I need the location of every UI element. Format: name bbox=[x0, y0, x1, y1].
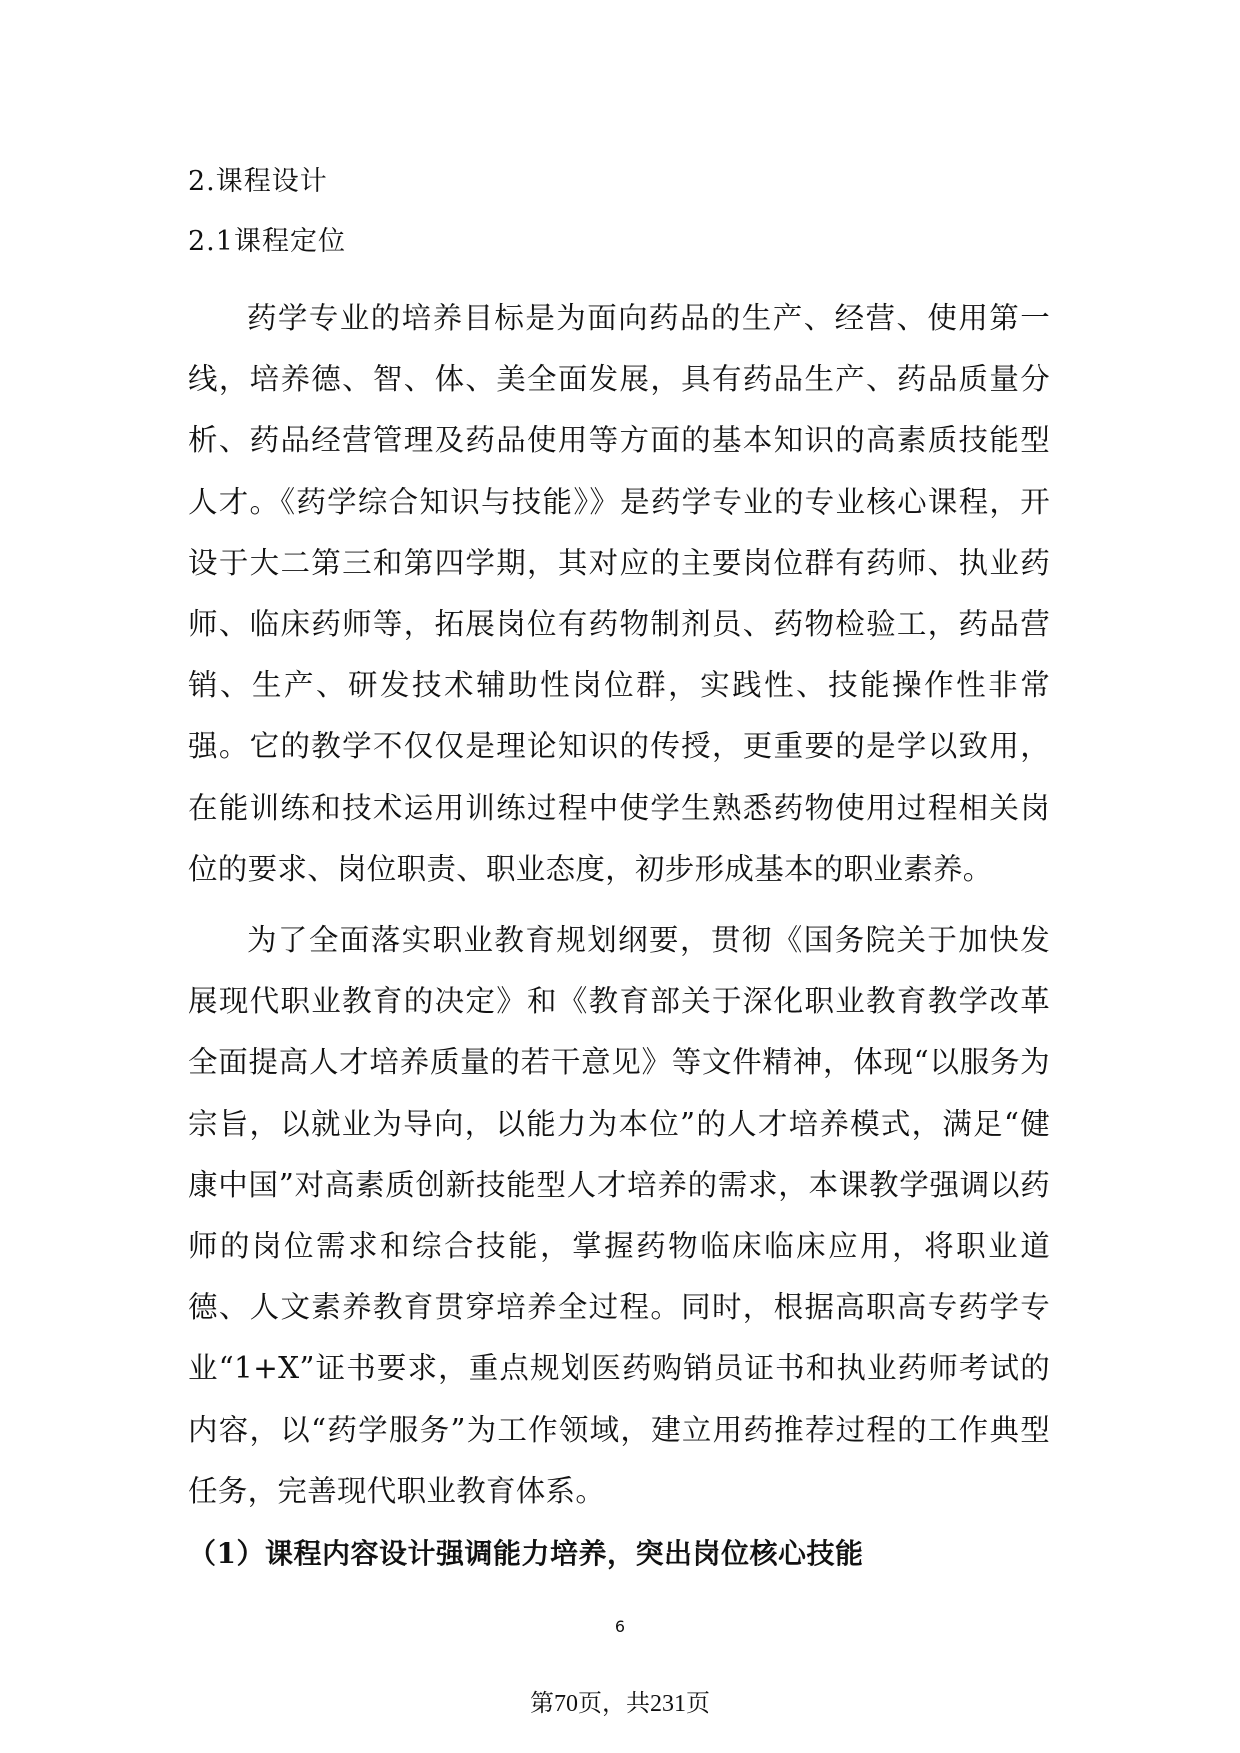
document-body bbox=[188, 158, 1050, 1576]
content-design-heading: （1）课程内容设计强调能力培养，突出岗位核心技能 bbox=[188, 1537, 864, 1571]
paragraph-course-positioning: 药学专业的培养目标是为面向药品的生产、经营、使用第一线，培养德、智、体、美全面发展，具有药品生产、药品质量分析、药品经营管理及药品使用等方面的基本知识的高素质技能型人才。《药学综合知识与技能》》是药学专业的专业核心课程，开设于大二第三和第四学期，其对应的主要岗位群有药师、执业药师、临床药师等，拓展岗位有药物制剂员、药物检验工，药品营销、生产、研发技术辅助性岗位群，实践性、技能操作性非常强。它的教学不仅仅是理论知识的传授，更重要的是学以致用，在能训练和技术运用训练过程中使学生熟悉药物使用过程相关岗位的要求、岗位职责、职业态度，初步形成基本的职业素养。 bbox=[188, 301, 1050, 886]
paragraph-course-policy: 为了全面落实职业教育规划纲要，贯彻《国务院关于加快发展现代职业教育的决定》和《教育部关于深化职业教育教学改革全面提高人才培养质量的若干意见》等文件精神，体现“以服务为宗旨，以就业为导向，以能力为本位”的人才培养模式，满足“健康中国”对高素质创新技能型人才培养的需求，本课教学强调以药师的岗位需求和综合技能，掌握药物临床临床应用，将职业道德、人文素养教育贯穿培养全过程。同时，根据高职高专药学专业“1+X”证书要求，重点规划医药购销员证书和执业药师考试的内容，以“药学服务”为工作领域，建立用药推荐过程的工作典型任务，完善现代职业教育体系。 bbox=[188, 923, 1050, 1508]
section-heading: 2.课程设计 bbox=[188, 166, 328, 197]
subsection-heading: 2.1课程定位 bbox=[188, 226, 346, 257]
page-footer: 第70页，共231页 bbox=[530, 1691, 710, 1717]
page-number: 6 bbox=[614, 1617, 626, 1636]
